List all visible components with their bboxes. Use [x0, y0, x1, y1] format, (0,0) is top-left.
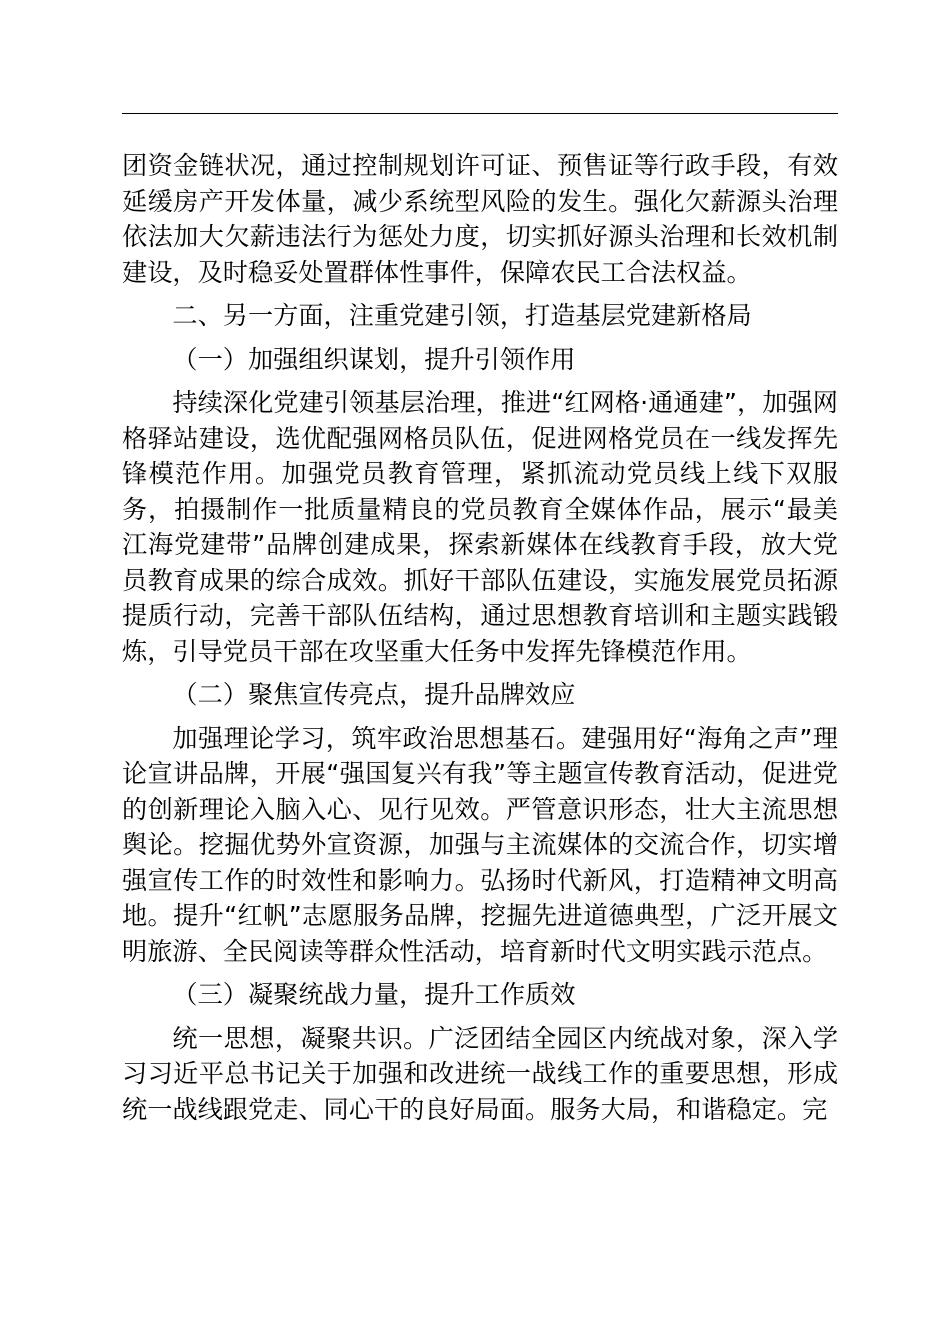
paragraph-body-3: 统一思想，凝聚共识。广泛团结全园区内统战对象，深入学习习近平总书记关于加强和改进统一战线工作的重要思想，形成统一战线跟党走、同心干的良好局面。服务大局，和谐稳定。完: [122, 1023, 838, 1124]
paragraph-body-1: 持续深化党建引领基层治理，推进“红网格·通通建”，加强网格驿站建设，选优配强网格员队伍，促进网格党员在一线发挥先锋模范作用。加强党员教育管理，紧抓流动党员线上线下双服务，拍摄制作一批质量精良的党员教育全媒体作品，展示“最美江海党建带”品牌创建成果，探索新媒体在线教育手段，放大党员教育成果的综合成效。抓好干部队伍建设，实施发展党员拓源提质行动，完善干部队伍结构，通过思想教育培训和主题实践锻炼，引导党员干部在攻坚重大任务中发挥先锋模范作用。: [122, 388, 838, 666]
document-body: [122, 148, 838, 1127]
header-rule: [122, 113, 838, 114]
section-heading-two: 二、另一方面，注重党建引领，打造基层党建新格局: [172, 301, 752, 330]
paragraph-body-2: 加强理论学习，筑牢政治思想基石。建强用好“海角之声”理论宣讲品牌，开展“强国复兴有我”等主题宣传教育活动，促进党的创新理论入脑入心、见行见效。严管意识形态，壮大主流思想舆论。挖掘优势外宣资源，加强与主流媒体的交流合作，切实增强宣传工作的时效性和影响力。弘扬时代新风，打造精神文明高地。提升“红帆”志愿服务品牌，挖掘先进道德典型，广泛开展文明旅游、全民阅读等群众性活动，培育新时代文明实践示范点。: [122, 723, 838, 966]
subsection-heading-1: （一）加强组织谋划，提升引领作用: [172, 344, 576, 374]
subsection-heading-3: （三）凝聚统战力量，提升工作质效: [172, 980, 576, 1009]
subsection-heading-2: （二）聚焦宣传亮点，提升品牌效应: [172, 680, 576, 709]
paragraph-continuation: 团资金链状况，通过控制规划许可证、预售证等行政手段，有效延缓房产开发体量，减少系统型风险的发生。强化欠薪源头治理依法加大欠薪违法行为惩处力度，切实抓好源头治理和长效机制建设，及时稳妥处置群体性事件，保障农民工合法权益。: [122, 151, 838, 287]
